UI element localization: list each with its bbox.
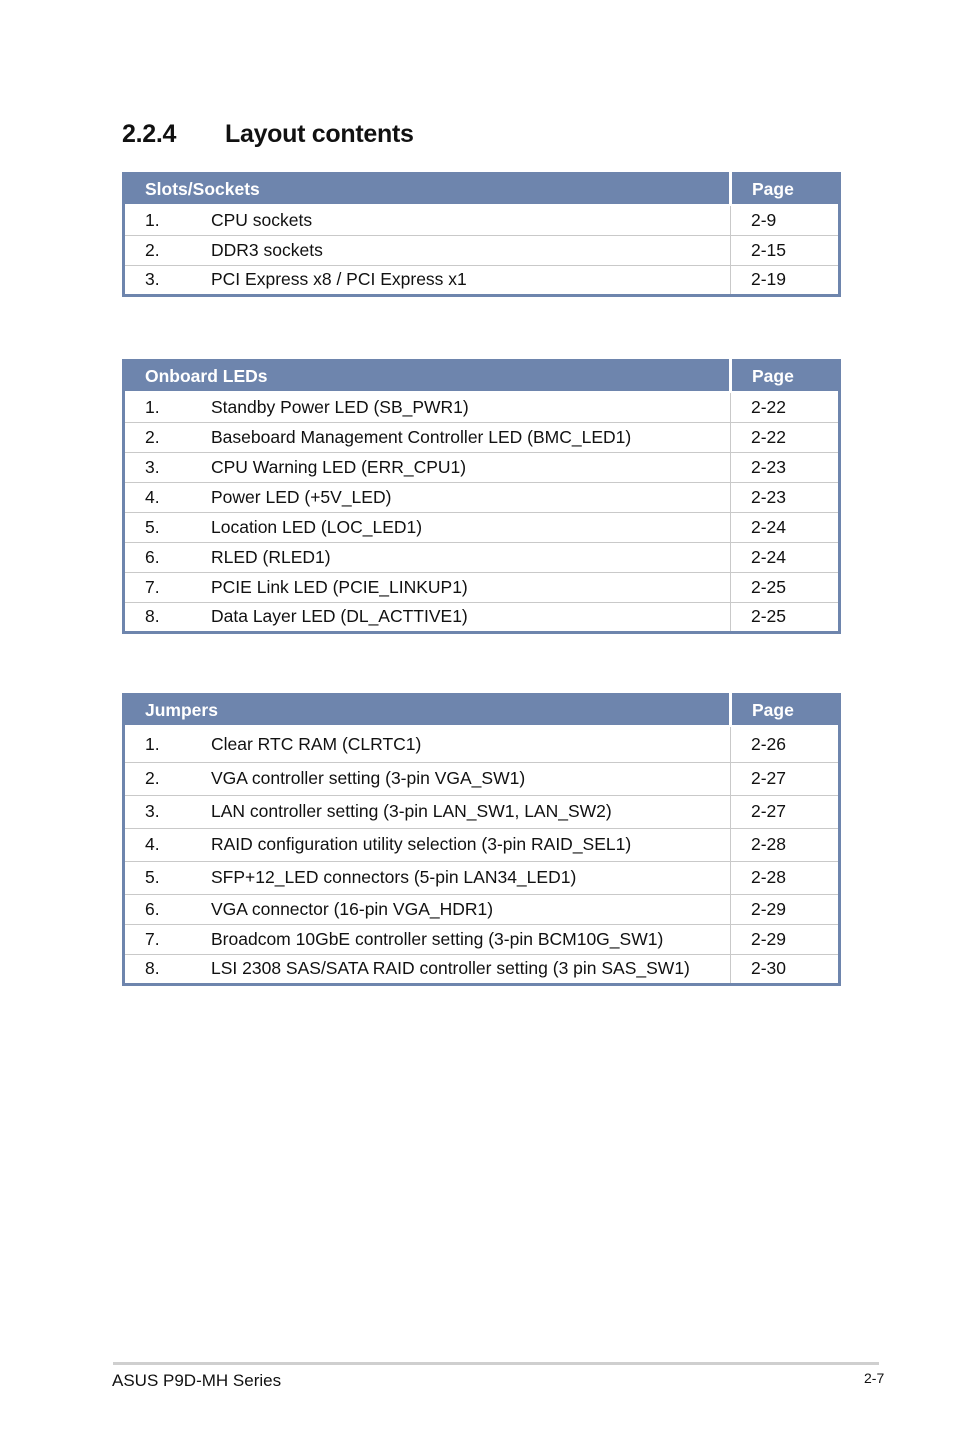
footer-divider — [113, 1362, 879, 1365]
jumpers-table — [122, 693, 841, 986]
item-page: 2-26 — [731, 726, 840, 762]
item-label: Clear RTC RAM (CLRTC1) — [211, 733, 422, 754]
onboard-leds-table — [122, 359, 841, 634]
item-number: 2. — [145, 239, 160, 260]
item-page: 2-29 — [731, 894, 840, 924]
table-row — [124, 894, 840, 924]
table-header-row — [124, 361, 840, 393]
footer-product-name: ASUS P9D-MH Series — [112, 1371, 282, 1390]
table-row — [124, 828, 840, 861]
item-label: LAN controller setting (3-pin LAN_SW1, LAN_SW2) — [211, 801, 612, 821]
item-label: SFP+12_LED connectors (5-pin LAN34_LED1) — [211, 867, 577, 887]
item-label: LSI 2308 SAS/SATA RAID controller setting (3 pin SAS_SW1) — [211, 958, 690, 978]
table-row — [124, 602, 840, 632]
item-number: 5. — [145, 516, 160, 537]
item-number: 4. — [145, 834, 160, 854]
column-header-category: Onboard LEDs — [124, 361, 731, 393]
table-header-row — [124, 695, 840, 727]
table-row — [124, 422, 840, 452]
item-page: 2-9 — [731, 205, 840, 235]
item-label: PCIE Link LED (PCIE_LINKUP1) — [211, 576, 468, 597]
table-row — [124, 572, 840, 602]
item-number: 1. — [145, 733, 160, 754]
item-number: 2. — [145, 426, 160, 447]
column-header-category: Slots/Sockets — [124, 174, 731, 206]
table-row — [124, 265, 840, 295]
table-row — [124, 795, 840, 828]
item-label: Location LED (LOC_LED1) — [211, 516, 423, 537]
item-label: DDR3 sockets — [211, 239, 323, 260]
column-header-page: Page — [731, 174, 840, 206]
item-number: 6. — [145, 898, 160, 919]
slots-sockets-table — [122, 172, 841, 297]
item-page: 2-24 — [731, 512, 840, 542]
item-label: VGA controller setting (3-pin VGA_SW1) — [211, 768, 526, 788]
item-number: 1. — [145, 209, 160, 230]
item-label: RLED (RLED1) — [211, 546, 331, 567]
item-page: 2-25 — [731, 602, 840, 632]
item-number: 1. — [145, 396, 160, 417]
item-page: 2-27 — [731, 795, 840, 828]
item-page: 2-25 — [731, 572, 840, 602]
item-number: 4. — [145, 486, 160, 507]
item-page: 2-23 — [731, 452, 840, 482]
item-page: 2-24 — [731, 542, 840, 572]
column-header-category: Jumpers — [124, 695, 731, 727]
item-number: 7. — [145, 928, 160, 949]
footer-page-number: 2-7 — [864, 1370, 885, 1386]
table-row — [124, 482, 840, 512]
item-label: Baseboard Management Controller LED (BMC_LED1) — [211, 426, 632, 447]
item-page: 2-22 — [731, 392, 840, 422]
item-label: Broadcom 10GbE controller setting (3-pin BCM10G_SW1) — [211, 928, 664, 949]
table-row — [124, 954, 840, 984]
item-page: 2-27 — [731, 762, 840, 795]
table-row — [124, 762, 840, 795]
table-row — [124, 235, 840, 265]
table-header-row — [124, 174, 840, 206]
table-row — [124, 392, 840, 422]
item-page: 2-28 — [731, 861, 840, 894]
table-row — [124, 726, 840, 762]
item-label: RAID configuration utility selection (3-pin RAID_SEL1) — [211, 834, 632, 854]
item-number: 3. — [145, 456, 160, 477]
item-number: 2. — [145, 768, 160, 788]
table-row — [124, 924, 840, 954]
column-header-page: Page — [731, 361, 840, 393]
item-page: 2-15 — [731, 235, 840, 265]
item-page: 2-28 — [731, 828, 840, 861]
item-page: 2-29 — [731, 924, 840, 954]
item-number: 5. — [145, 867, 160, 887]
table-row — [124, 512, 840, 542]
table-row — [124, 861, 840, 894]
item-number: 8. — [145, 958, 160, 978]
item-label: CPU Warning LED (ERR_CPU1) — [211, 456, 467, 477]
item-page: 2-23 — [731, 482, 840, 512]
item-number: 3. — [145, 269, 160, 289]
section-heading: Layout contents — [225, 120, 414, 148]
item-label: CPU sockets — [211, 209, 313, 230]
item-page: 2-19 — [731, 265, 840, 295]
item-page: 2-30 — [731, 954, 840, 984]
column-header-page: Page — [731, 695, 840, 727]
section-title — [122, 120, 414, 149]
item-label: Data Layer LED (DL_ACTTIVE1) — [211, 606, 468, 626]
item-label: Power LED (+5V_LED) — [211, 486, 392, 507]
table-row — [124, 205, 840, 235]
item-number: 8. — [145, 606, 160, 626]
item-label: PCI Express x8 / PCI Express x1 — [211, 269, 467, 289]
item-label: Standby Power LED (SB_PWR1) — [211, 396, 469, 417]
section-number: 2.2.4 — [122, 120, 177, 148]
item-number: 7. — [145, 576, 160, 597]
item-label: VGA connector (16-pin VGA_HDR1) — [211, 898, 494, 919]
item-number: 6. — [145, 546, 160, 567]
item-number: 3. — [145, 801, 160, 821]
item-page: 2-22 — [731, 422, 840, 452]
table-row — [124, 542, 840, 572]
table-row — [124, 452, 840, 482]
